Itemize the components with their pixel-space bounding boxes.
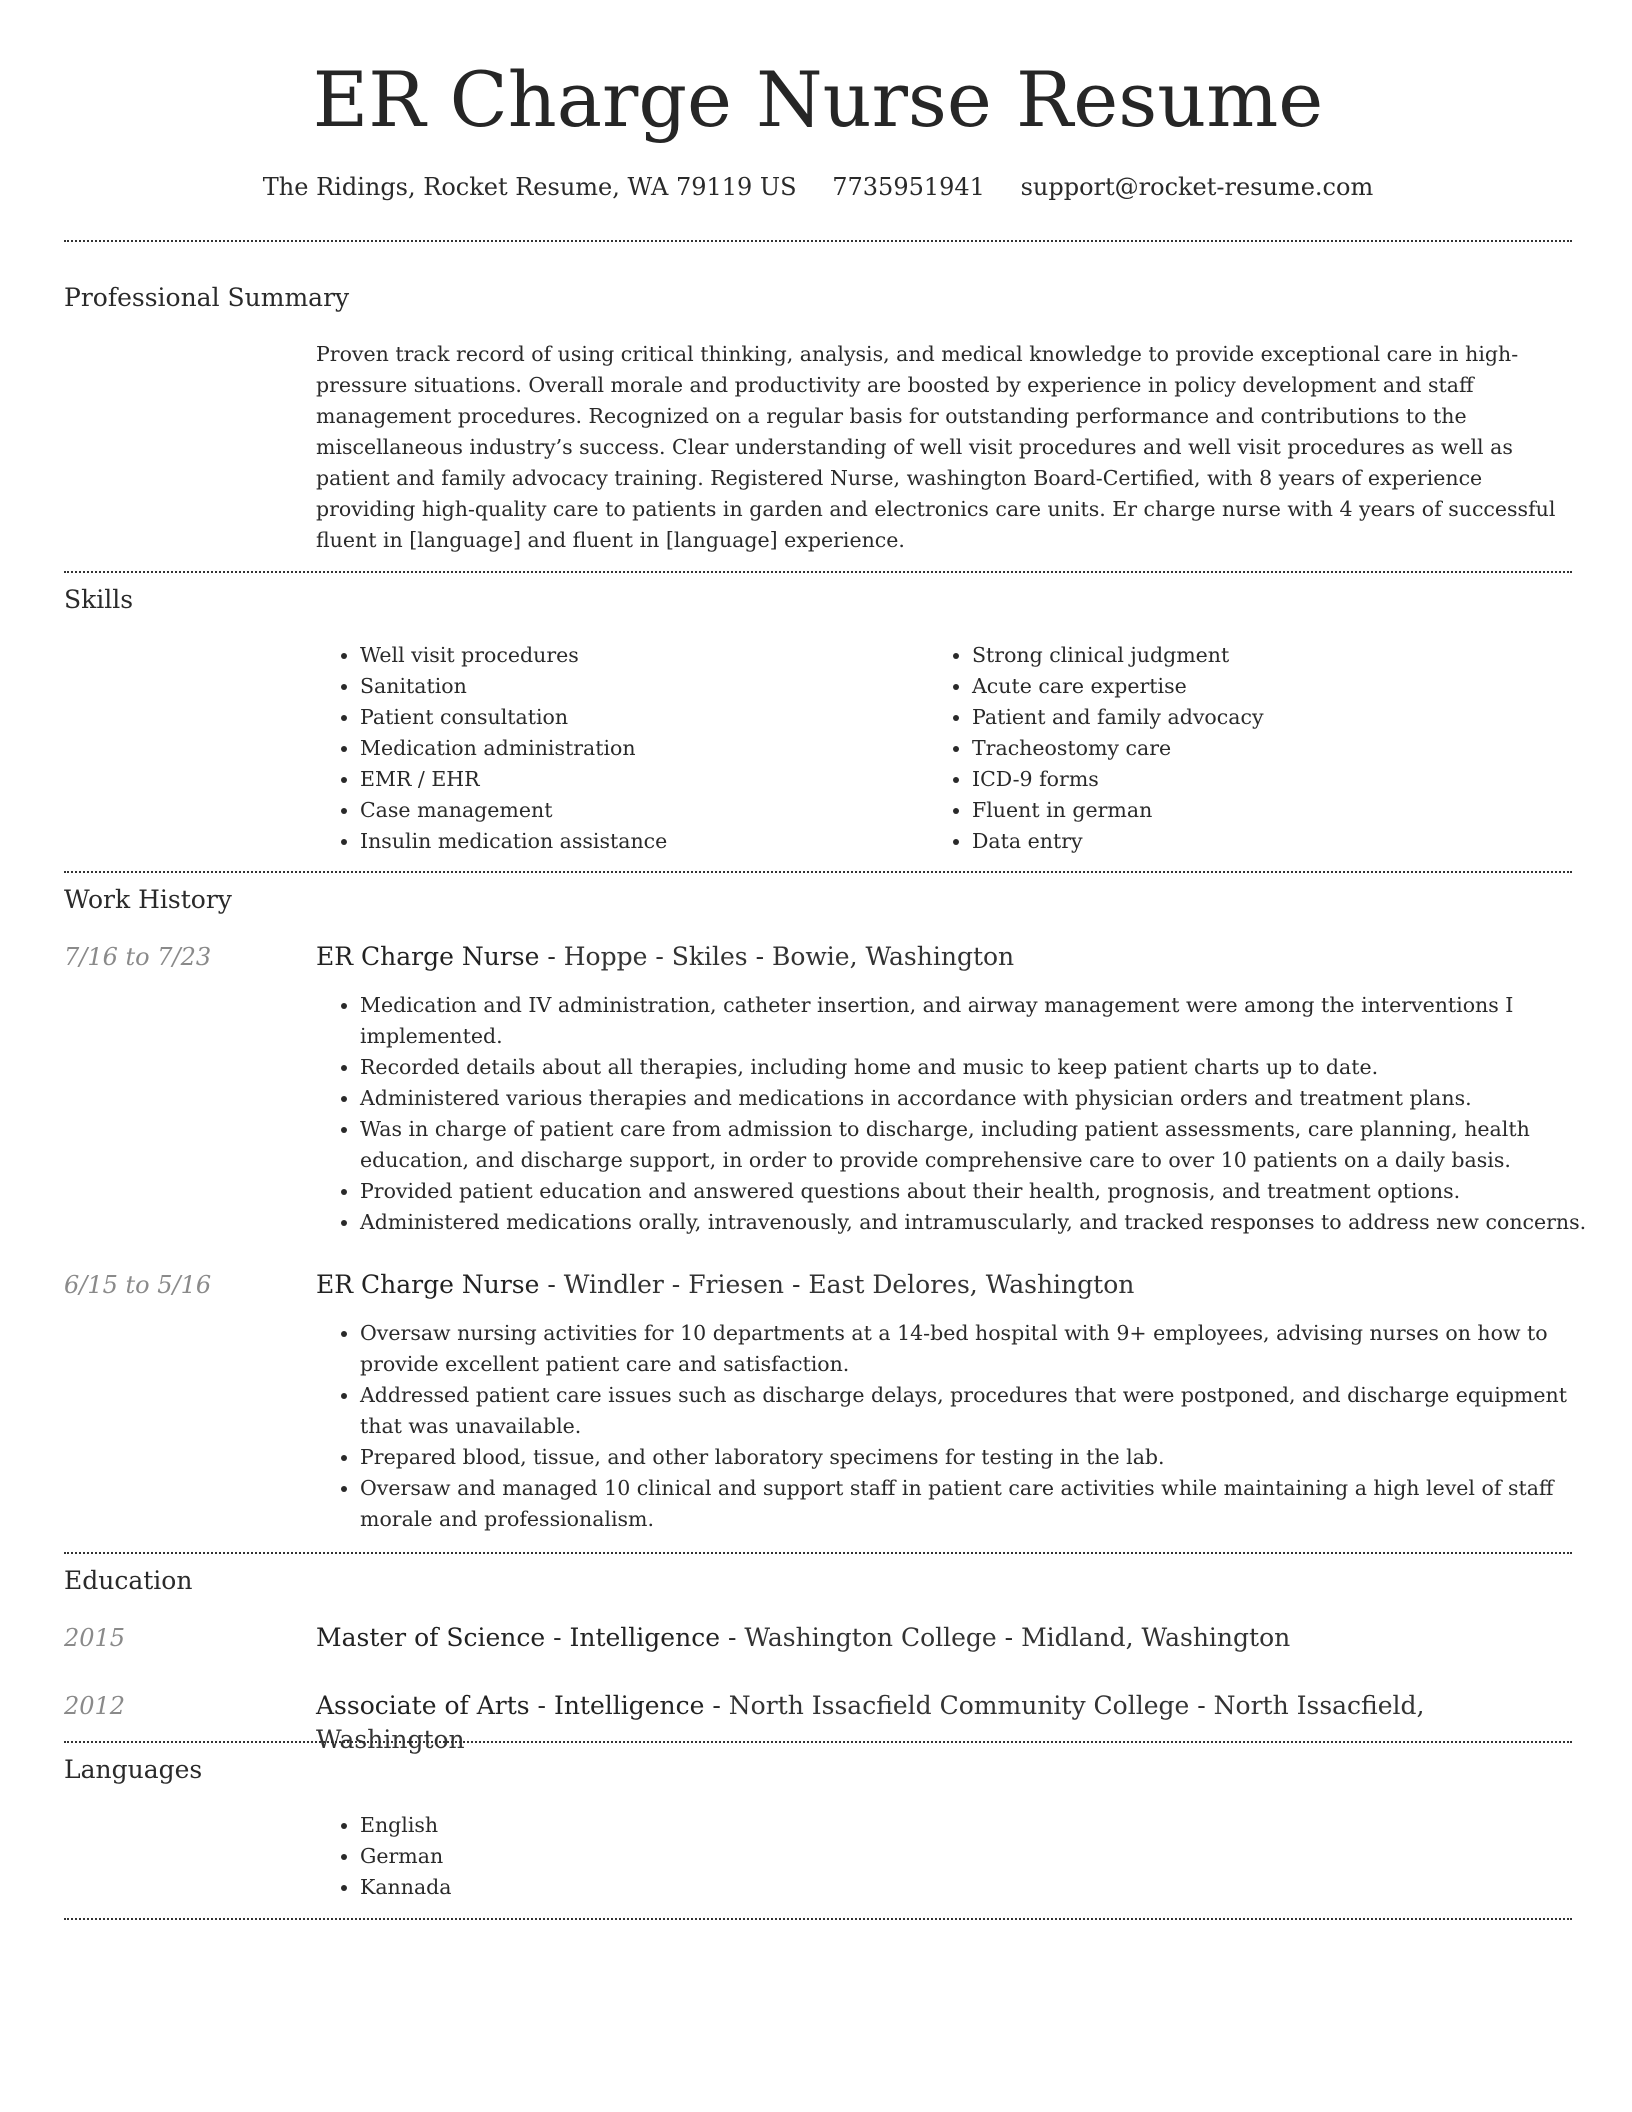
skill-item: • Sanitation — [360, 671, 920, 702]
separator: - — [996, 1623, 1022, 1652]
job-bullet: • Provided patient education and answered questions about their health, prognosis, and treatment options. — [360, 1176, 1610, 1207]
skill-item: • Patient and family advocacy — [972, 702, 1572, 733]
education-degree: Master of Science — [316, 1623, 546, 1652]
work-history-heading: Work History — [64, 885, 232, 914]
skill-item: • Case management — [360, 795, 920, 826]
skill-item: • Acute care expertise — [972, 671, 1572, 702]
job-location: Bowie, Washington — [771, 942, 1015, 971]
education-school: North Issacfield Community College — [728, 1691, 1190, 1720]
job-bullet: • Prepared blood, tissue, and other laboratory specimens for testing in the lab. — [360, 1442, 1610, 1473]
job-dates: 7/16 to 7/23 — [64, 943, 212, 971]
job-location: East Delores, Washington — [808, 1270, 1135, 1299]
job-header — [316, 1268, 1134, 1302]
languages-list — [316, 1810, 960, 1903]
job-company: Windler - Friesen — [563, 1270, 785, 1299]
separator: - — [720, 1623, 745, 1652]
job-dates: 6/15 to 5/16 — [64, 1271, 212, 1299]
skills-heading: Skills — [64, 585, 134, 614]
education-field: Intelligence — [553, 1691, 705, 1720]
education-year: 2012 — [64, 1692, 126, 1720]
skill-item: • Medication administration — [360, 733, 920, 764]
job-title: ER Charge Nurse — [316, 1270, 540, 1299]
job-bullet: • Was in charge of patient care from admission to discharge, including patient assessments, care planning, health education, and discharge support, in order to provide comprehensive care to over 10 patients on a daily basis. — [360, 1114, 1610, 1176]
skill-item: • Insulin medication assistance — [360, 826, 920, 857]
job-bullet: • Oversaw and managed 10 clinical and support staff in patient care activities while maintaining a high level of staff morale and professionalism. — [360, 1473, 1610, 1535]
skill-item: • Patient consultation — [360, 702, 920, 733]
skill-item: • Strong clinical judgment — [972, 640, 1572, 671]
job-bullet: • Recorded details about all therapies, including home and music to keep patient charts up to date. — [360, 1052, 1610, 1083]
job-company: Hoppe - Skiles — [563, 942, 748, 971]
education-heading: Education — [64, 1566, 193, 1595]
job-bullets — [316, 990, 1610, 1238]
education-location: Midland, Washington — [1021, 1623, 1291, 1652]
job-bullets — [316, 1318, 1610, 1535]
contact-info — [64, 170, 1572, 204]
skill-item: • Well visit procedures — [360, 640, 920, 671]
education-year: 2015 — [64, 1624, 126, 1652]
page-title: ER Charge Nurse Resume — [312, 55, 1324, 144]
education-school: Washington College — [744, 1623, 997, 1652]
section-divider — [64, 1741, 1572, 1743]
contact-phone: 7735951941 — [832, 173, 985, 201]
section-divider — [64, 1552, 1572, 1554]
job-header — [316, 940, 1014, 974]
skill-item: • Data entry — [972, 826, 1572, 857]
education-field: Intelligence — [569, 1623, 720, 1652]
contact-address: The Ridings, Rocket Resume, WA 79119 US — [262, 173, 797, 201]
education-location: North Issacfield, Washington — [316, 1691, 1425, 1754]
section-divider — [64, 871, 1572, 873]
job-bullet: • Administered various therapies and medications in accordance with physician orders and treatment plans. — [360, 1083, 1610, 1114]
job-bullet: • Administered medications orally, intravenously, and intramuscularly, and tracked responses to address new concerns. — [360, 1207, 1610, 1238]
skill-item: • ICD-9 forms — [972, 764, 1572, 795]
skill-item: • EMR / EHR — [360, 764, 920, 795]
language-item: • German — [360, 1841, 960, 1872]
section-divider — [64, 240, 1572, 242]
separator: - — [1189, 1691, 1214, 1720]
education-degree: Associate of Arts — [316, 1691, 530, 1720]
separator: - — [529, 1691, 554, 1720]
contact-email: support@rocket-resume.com — [1020, 173, 1374, 201]
summary-heading: Professional Summary — [64, 283, 350, 312]
section-divider — [64, 571, 1572, 573]
languages-heading: Languages — [64, 1755, 203, 1784]
skill-item: • Tracheostomy care — [972, 733, 1572, 764]
education-entry — [316, 1621, 1290, 1655]
skills-list-left — [316, 640, 920, 857]
separator: - — [704, 1691, 729, 1720]
job-bullet: • Medication and IV administration, catheter insertion, and airway management were among the interventions I implemented. — [360, 990, 1610, 1052]
language-item: • English — [360, 1810, 960, 1841]
education-entry — [316, 1689, 1572, 1757]
separator: - — [784, 1270, 809, 1299]
skill-item: • Fluent in german — [972, 795, 1572, 826]
job-bullet: • Addressed patient care issues such as discharge delays, procedures that were postponed, and discharge equipment that was unavailable. — [360, 1380, 1610, 1442]
job-bullet: • Oversaw nursing activities for 10 departments at a 14-bed hospital with 9+ employees, advising nurses on how to provide excellent patient care and satisfaction. — [360, 1318, 1610, 1380]
separator: - — [747, 942, 772, 971]
skills-list-right — [928, 640, 1572, 857]
job-title: ER Charge Nurse — [316, 942, 540, 971]
separator: - — [545, 1623, 570, 1652]
language-item: • Kannada — [360, 1872, 960, 1903]
section-divider — [64, 1918, 1572, 1920]
separator: - — [539, 1270, 564, 1299]
summary-text: Proven track record of using critical thinking, analysis, and medical knowledge to provide exceptional care in high-pressure situations. Overall morale and productivity are boosted by experience in policy development and staff management procedures. Recognized on a regular basis for outstanding performance and contributions to the miscellaneous industry’s success. Clear understanding of well visit procedures and well visit procedures as well as patient and family advocacy training. Registered Nurse, washington Board-Certified, with 8 years of experience providing high-quality care to patients in garden and electronics care units. Er charge nurse with 4 years of successful fluent in [language] and fluent in [language] experience. — [316, 342, 1556, 552]
separator: - — [539, 942, 564, 971]
